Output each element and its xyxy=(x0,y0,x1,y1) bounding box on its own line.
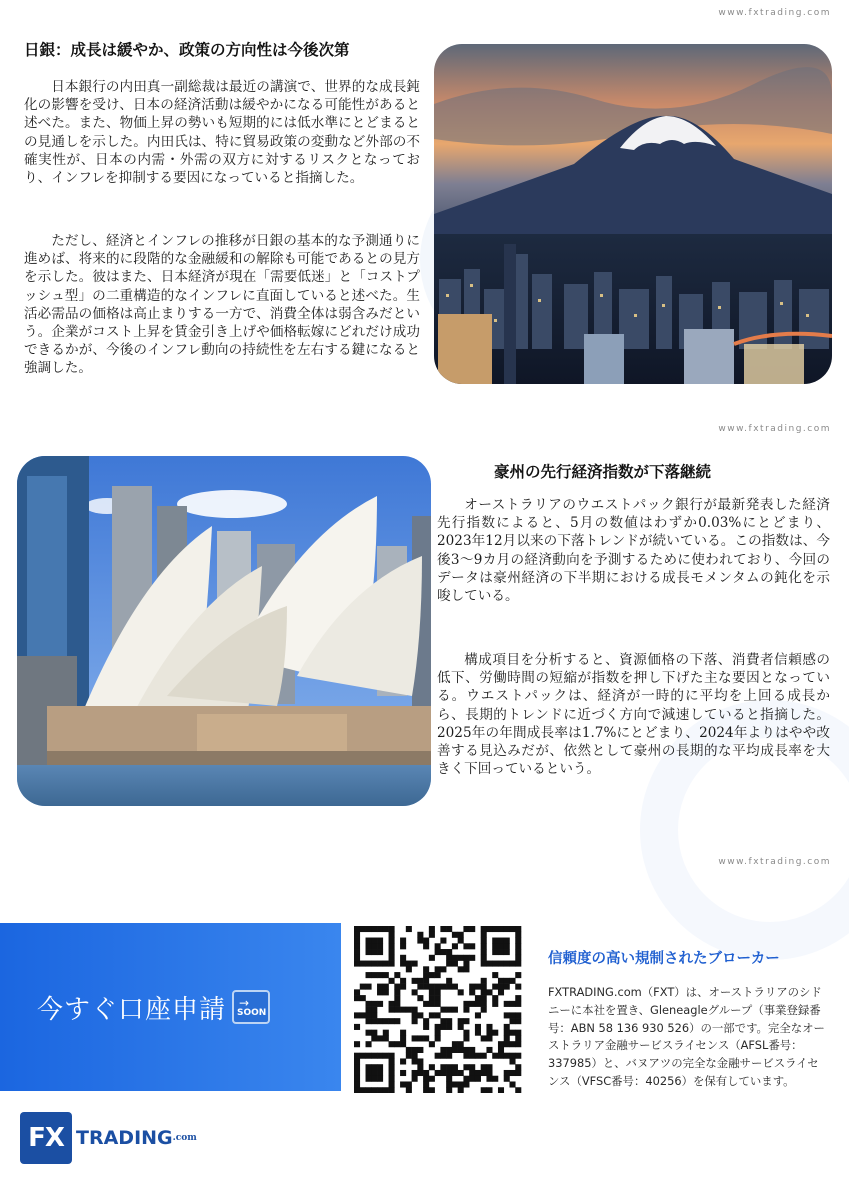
article-title-australia: 豪州の先行経済指数が下落継続 xyxy=(494,463,712,481)
logo-suffix: .com xyxy=(172,1133,197,1143)
watermark: www.fxtrading.com xyxy=(718,424,831,434)
open-account-label: 今すぐ口座申請 xyxy=(37,994,227,1025)
article-title-boj: 日銀：成長は緩やか、政策の方向性は今後次第 xyxy=(24,41,350,59)
sydney-opera-house-photo xyxy=(17,456,431,806)
soon-arrow-icon: → SOON xyxy=(232,990,270,1024)
logo-wordmark: TRADING xyxy=(76,1127,173,1149)
fx-logo xyxy=(20,1112,197,1164)
fx-logo-mark: FX xyxy=(20,1112,72,1164)
broker-title: 信頼度の高い規制されたブローカー xyxy=(548,951,780,967)
article-paragraph: 構成項目を分析すると、資源価格の下落、消費者信頼感の低下、労働時間の短縮が指数を押し下げた主な要因となっている。ウエストパックは、経済が一時的に平均を上回る成長から、長期的トレンドに近づく方向で減速していると指摘した。2025年の年間成長率は1.7%にとどまり、2024年よりはやや改善する見込みだが、依然として豪州の長期的な平均成長率を大きく下回っているという。 xyxy=(437,652,830,778)
watermark: www.fxtrading.com xyxy=(718,8,831,18)
watermark: www.fxtrading.com xyxy=(718,857,831,867)
open-account-button[interactable] xyxy=(0,923,341,1091)
article-paragraph: 日本銀行の内田真一副総裁は最近の講演で、世界的な成長鈍化の影響を受け、日本の経済活動は緩やかになる可能性があると述べた。また、物価上昇の勢いも短期的には低水準にとどまるとの見通しを示した。内田氏は、特に貿易政策の変動など外部の不確実性が、日本の内需・外需の双方に対するリスクとなっており、インフレを抑制する要因になっていると指摘した。 xyxy=(24,79,420,187)
broker-description: FXTRADING.com（FXT）は、オーストラリアのシドニーに本社を置き、Gleneagleグループ（事業登録番号：ABN 58 136 930 526）の一部です。完全なオーストラリア金融サービスライセンス（AFSL番号：337985）と、バヌアツの完全な金融サービスライセンス（VFSC番号：40256）を保有しています。 xyxy=(548,985,825,1088)
qr-code[interactable] xyxy=(354,926,524,1093)
article-paragraph: オーストラリアのウエストパック銀行が最新発表した経済先行指数によると、5月の数値はわずか0.03%にとどまり、2023年12月以来の下落トレンドが続いている。この指数は、今後3〜9カ月の経済動向を予測するために使われており、今回のデータは豪州経済の下半期における成長モメンタムの鈍化を示唆している。 xyxy=(437,497,830,605)
article-paragraph: ただし、経済とインフレの推移が日銀の基本的な予測通りに進めば、将来的に段階的な金融緩和の解除も可能であるとの見方を示した。彼はまた、日本経済が現在「需要低迷」と「コストプッシュ型」の二重構造的なインフレに直面していると述べた。生活必需品の価格は高止まりする一方で、消費全体は弱含みだという。企業がコスト上昇を賃金引き上げや価格転嫁にどれだけ成功できるかが、今後のインフレ動向の持続性を左右する鍵になると強調した。 xyxy=(24,233,420,377)
mount-fuji-tokyo-photo xyxy=(434,44,832,384)
